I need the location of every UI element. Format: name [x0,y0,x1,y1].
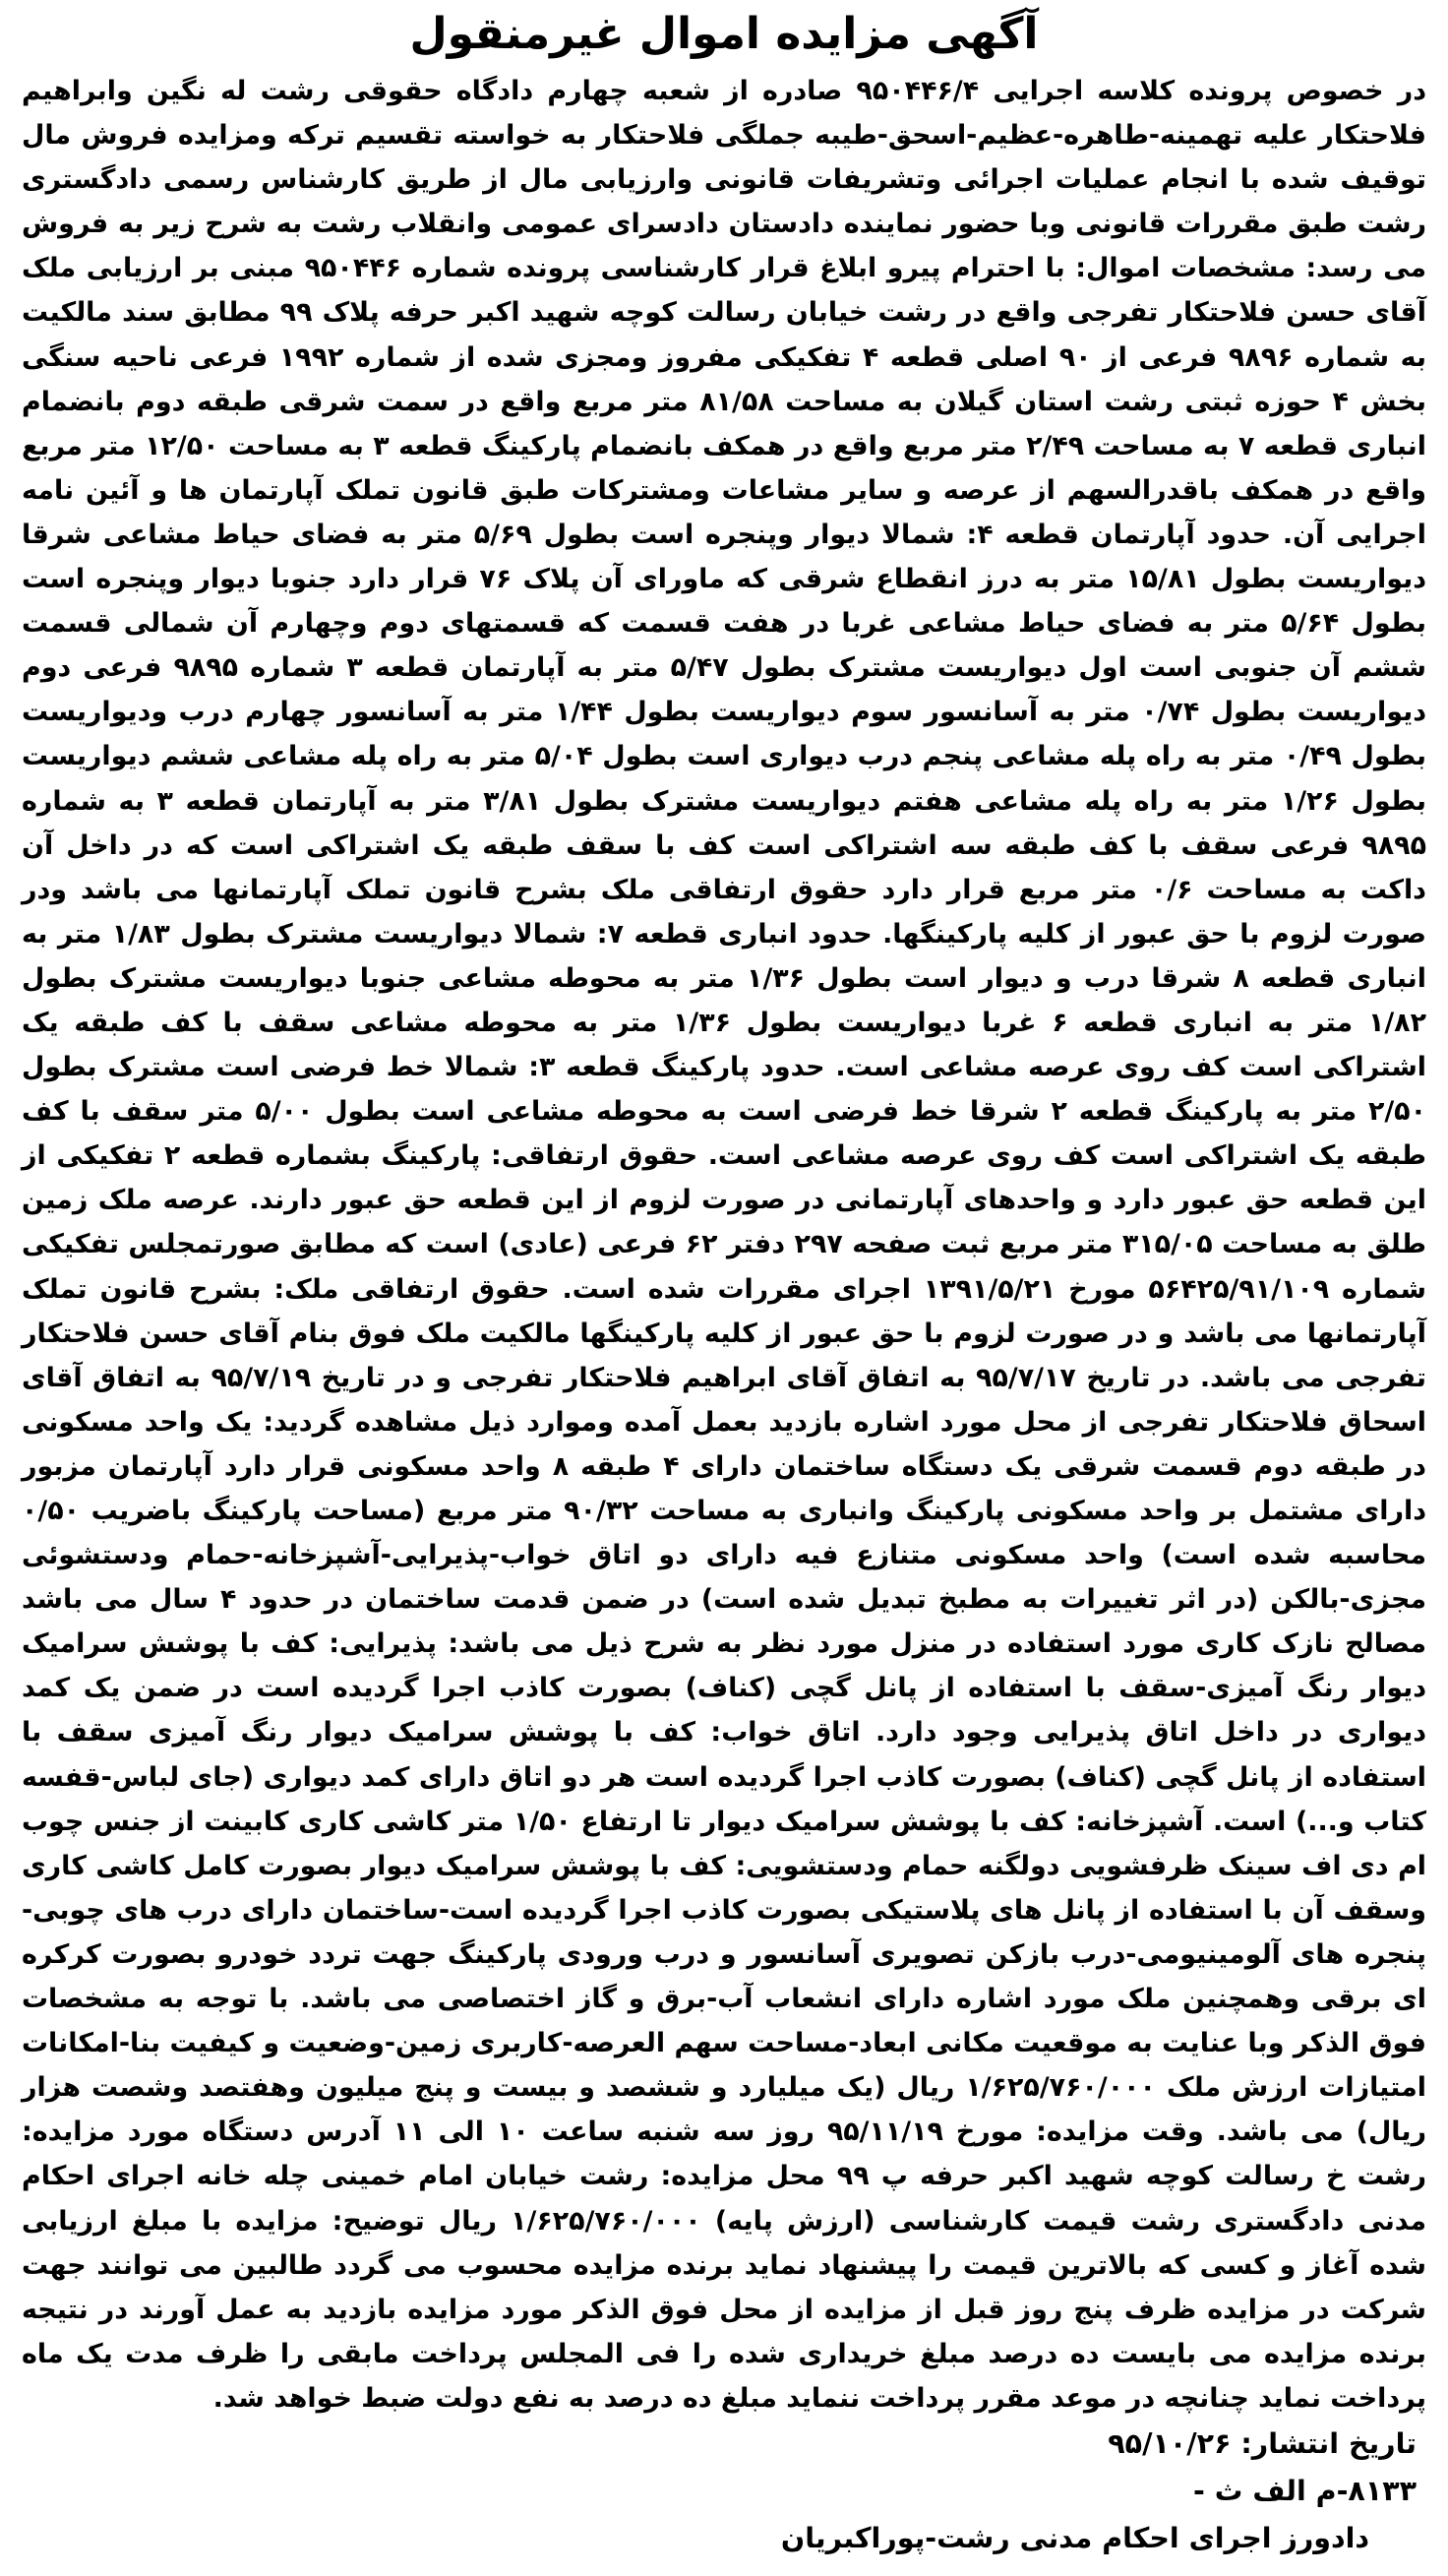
reference-number: ۸۱۳۳-م الف ث - [1193,2474,1417,2507]
auction-notice [20,6,1428,2564]
signature-line: دادورز اجرای احکام مدنی رشت-پوراکبریان [780,2521,1369,2554]
notice-title: آگهی مزایده اموال غیرمنقول [409,9,1039,59]
publish-date: تاریخ انتشار: ۹۵/۱۰/۲۶ [1108,2426,1417,2460]
notice-body-text: در خصوص پرونده کلاسه اجرایی ۹۵۰۴۴۶/۴ صادره از شعبه چهارم دادگاه حقوقی رشت له نگین وابراهیم فلاحتکار علیه تهمینه-طاهره-عظیم-اسحق-طیبه جملگی فلاحتکار به خواسته تقسیم ترکه ومزایده فروش مال توقیف شده با انجام عملیات اجرائی وتشریفات قانونی وارزیابی مال از طریق کارشناس رسمی دادگستری رشت طبق مقررات قانونی وبا حضور نماینده دادستان دادسرای عمومی وانقلاب رشت به شرح زیر به فروش می رسد: مشخصات اموال: با احترام پیرو ابلاغ قرار کارشناسی پرونده شماره ۹۵۰۴۴۶ مبنی بر ارزیابی ملک آقای حسن فلاحتکار تفرجی واقع در رشت خیابان رسالت کوچه شهید اکبر حرفه پلاک ۹۹ مطابق سند مالکیت به شماره ۹۸۹۶ فرعی از ۹۰ اصلی قطعه ۴ تفکیکی مفروز ومجزی شده از شماره ۱۹۹۲ فرعی ناحیه سنگی بخش ۴ حوزه ثبتی رشت استان گیلان به مساحت ۸۱/۵۸ متر مربع واقع در سمت شرقی طبقه دوم بانضمام انباری قطعه ۷ به مساحت ۲/۴۹ متر مربع واقع در همکف بانضمام پارکینگ قطعه ۳ به مساحت ۱۲/۵۰ متر مربع واقع در همکف باقدرالسهم از عرصه و سایر مشاعات ومشترکات طبق قانون تملک آپارتمان ها و آئین نامه اجرایی آن. حدود آپارتمان قطعه ۴: شمالا دیوار وپنجره است بطول ۵/۶۹ متر به فضای حیاط مشاعی شرقا دیواریست بطول ۱۵/۸۱ متر به درز انقطاع شرقی که ماورای آن پلاک ۷۶ قرار دارد جنوبا دیوار وپنجره است بطول ۵/۶۴ متر به فضای حیاط مشاعی غربا در هفت قسمت که قسمتهای دوم وچهارم آن شمالی قسمت ششم آن جنوبی است اول دیواریست مشترک بطول ۵/۴۷ متر به آپارتمان قطعه ۳ شماره ۹۸۹۵ فرعی دوم دیواریست بطول ۰/۷۴ متر به آسانسور سوم دیواریست بطول ۱/۴۴ متر به آسانسور چهارم درب ودیواریست بطول ۰/۴۹ متر به راه پله مشاعی پنجم درب دیواری است بطول ۵/۰۴ متر به راه پله مشاعی ششم دیواریست بطول ۱/۲۶ متر به راه پله مشاعی هفتم دیواریست مشترک بطول ۳/۸۱ متر به آپارتمان قطعه ۳ به شماره ۹۸۹۵ فرعی سقف با کف طبقه سه اشتراکی است کف با سقف طبقه یک اشتراکی است که در داخل آن داکت به مساحت ۰/۶ متر مربع قرار دارد حقوق ارتفاقی ملک بشرح قانون تملک آپارتمانها می باشد ودر صورت لزوم با حق عبور از کلیه پارکینگها. حدود انباری قطعه ۷: شمالا دیواریست مشترک بطول ۱/۸۳ متر به انباری قطعه ۸ شرقا درب و دیوار است بطول ۱/۳۶ متر به محوطه مشاعی جنوبا دیواریست مشترک بطول ۱/۸۲ متر به انباری قطعه ۶ غربا دیواریست بطول ۱/۳۶ متر به محوطه مشاعی سقف با کف طبقه یک اشتراکی است کف روی عرصه مشاعی است. حدود پارکینگ قطعه ۳: شمالا خط فرضی است مشترک بطول ۲/۵۰ متر به پارکینگ قطعه ۲ شرقا خط فرضی است به محوطه مشاعی است بطول ۵/۰۰ متر سقف با کف طبقه یک اشتراکی است کف روی عرصه مشاعی است. حقوق ارتفاقی: پارکینگ بشماره قطعه ۲ تفکیکی از این قطعه حق عبور دارد و واحدهای آپارتمانی در صورت لزوم از این قطعه حق عبور دارند. عرصه ملک زمین طلق به مساحت ۳۱۵/۰۵ متر مربع ثبت صفحه ۲۹۷ دفتر ۶۲ فرعی (عادی) است که مطابق صورتمجلس تفکیکی شماره ۵۶۴۲۵/۹۱/۱۰۹ مورخ ۱۳۹۱/۵/۲۱ اجرای مقررات شده است. حقوق ارتفاقی ملک: بشرح قانون تملک آپارتمانها می باشد و در صورت لزوم با حق عبور از کلیه پارکینگها مالکیت ملک فوق بنام آقای حسن فلاحتکار تفرجی می باشد. در تاریخ ۹۵/۷/۱۷ به اتفاق آقای ابراهیم فلاحتکار تفرجی و در تاریخ ۹۵/۷/۱۹ به اتفاق آقای اسحاق فلاحتکار تفرجی از محل مورد اشاره بازدید بعمل آمده وموارد ذیل مشاهده گردید: یک واحد مسکونی در طبقه دوم قسمت شرقی یک دستگاه ساختمان دارای ۴ طبقه ۸ واحد مسکونی قرار دارد آپارتمان مزبور دارای مشتمل بر واحد مسکونی پارکینگ وانباری به مساحت ۹۰/۳۲ متر مربع (مساحت پارکینگ باضریب ۰/۵۰ محاسبه شده است) واحد مسکونی متنازع فیه دارای دو اتاق خواب-پذیرایی-آشپزخانه-حمام ودستشوئی مجزی-بالکن (در اثر تغییرات به مطبخ تبدیل شده است) در ضمن قدمت ساختمان در حدود ۴ سال می باشد مصالح نازک کاری مورد استفاده در منزل مورد نظر به شرح ذیل می باشد: پذیرایی: کف با پوشش سرامیک دیوار رنگ آمیزی-سقف با استفاده از پانل گچی (کناف) بصورت کاذب اجرا گردیده است در ضمن یک کمد دیواری در داخل اتاق پذیرایی وجود دارد. اتاق خواب: کف با پوشش سرامیک دیوار رنگ آمیزی سقف با استفاده از پانل گچی (کناف) بصورت کاذب اجرا گردیده است هر دو اتاق دارای کمد دیواری (جای لباس-قفسه کتاب و...) است. آشپزخانه: کف با پوشش سرامیک دیوار تا ارتفاع ۱/۵۰ متر کاشی کاری کابینت از جنس چوب ام دی اف سینک ظرفشویی دولگنه حمام ودستشویی: کف با پوشش سرامیک دیوار بصورت کامل کاشی کاری وسقف آن با استفاده از پانل های پلاستیکی بصورت کاذب اجرا گردیده است-ساختمان دارای درب های چوبی-پنجره های آلومینیومی-درب بازکن تصویری آسانسور و درب ورودی پارکینگ جهت تردد خودرو بصورت کرکره ای برقی وهمچنین ملک مورد اشاره دارای انشعاب آب-برق و گاز اختصاصی می باشد. با توجه به مشخصات فوق الذکر وبا عنایت به موقعیت مکانی ابعاد-مساحت سهم العرصه-کاربری زمین-وضعیت و کیفیت بنا-امکانات امتیازات ارزش ملک ۱/۶۲۵/۷۶۰/۰۰۰ ریال (یک میلیارد و ششصد و بیست و پنج میلیون وهفتصد وشصت هزار ریال) می باشد. وقت مزایده: مورخ ۹۵/۱۱/۱۹ روز سه شنبه ساعت ۱۰ الی ۱۱ آدرس دستگاه مورد مزایده: رشت خ رسالت کوچه شهید اکبر حرفه پ ۹۹ محل مزایده: رشت خیابان امام خمینی چله خانه اجرای احکام مدنی دادگستری رشت قیمت کارشناسی (ارزش پایه) ۱/۶۲۵/۷۶۰/۰۰۰ ریال توضیح: مزایده با مبلغ ارزیابی شده آغاز و کسی که بالاترین قیمت را پیشنهاد نماید برنده مزایده محسوب می گردد طالبین می توانند جهت شرکت در مزایده ظرف پنج روز قبل از مزایده از محل فوق الذکر مورد مزایده بازدید به عمل آورند در نتیجه برنده مزایده می بایست ده درصد مبلغ خریداری شده را فی المجلس پرداخت مابقی را ظرف مدت یک ماه پرداخت نماید چنانچه در موعد مقرر پرداخت ننماید مبلغ ده درصد به نفع دولت ضبط خواهد شد. [22,76,1427,2414]
